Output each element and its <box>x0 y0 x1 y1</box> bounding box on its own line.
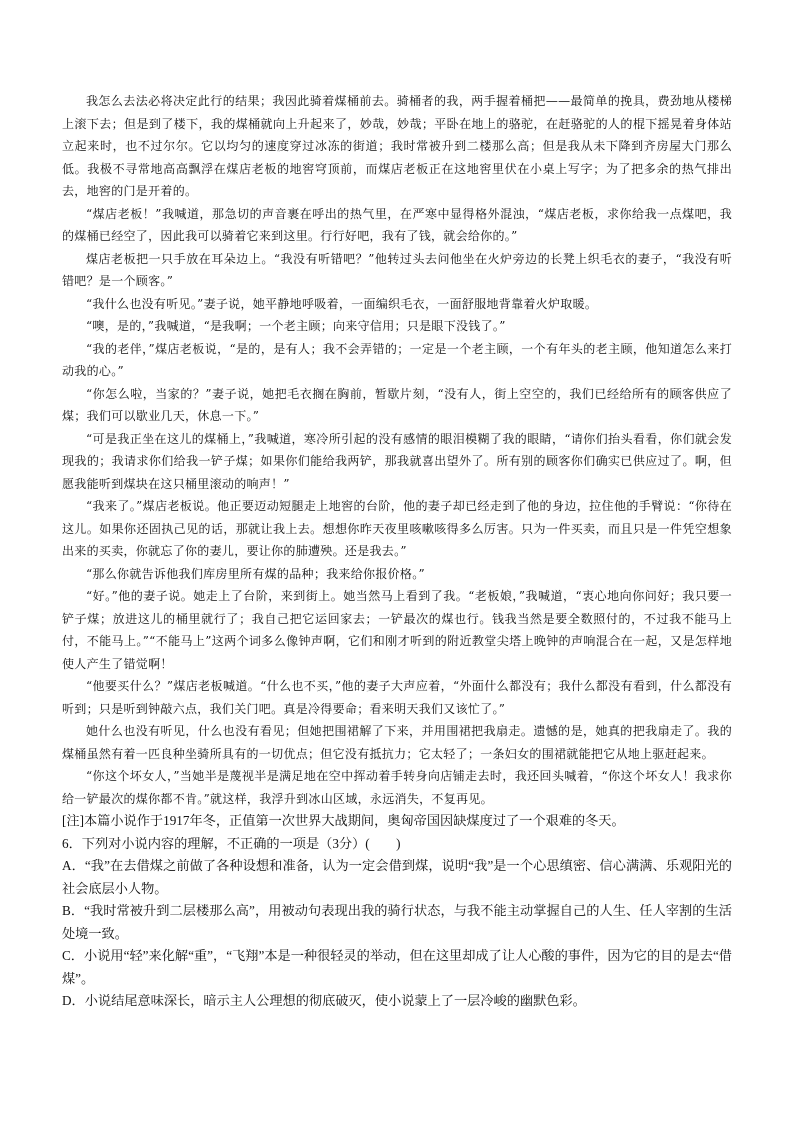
story-paragraph: “他要买什么？”煤店老板喊道。“什么也不买，”他的妻子大声应着，“外面什么都没有；我什么都没有看到，什么都没有听到；只是听到钟敲六点，我们关门吧。真是冷得要命；看来明天我们又该忙了。” <box>62 679 732 716</box>
story-paragraph: “煤店老板！”我喊道，那急切的声音裹在呼出的热气里，在严寒中显得格外混浊，“煤店老板，求你给我一点煤吧，我的煤桶已经空了，因此我可以骑着它来到这里。行行好吧，我有了钱，就会给你的。” <box>62 206 732 243</box>
question-6 <box>62 833 732 1013</box>
story-paragraph: “你这个坏女人，”当她半是蔑视半是满足地在空中挥动着手转身向店铺走去时，我还回头喊着，“你这个坏女人！我求你给一铲最次的煤你都不肯。”就这样，我浮升到冰山区域，永远消失，不复再见。 <box>62 769 732 806</box>
footnote: [注]本篇小说作于1917年冬，正值第一次世界大战期间，奥匈帝国因缺煤度过了一个艰难的冬天。 <box>62 813 625 828</box>
story-paragraph: “那么你就告诉他我们库房里所有煤的品种；我来给你报价格。” <box>86 566 425 581</box>
option-b[interactable]: B．“我时常被升到二层楼那么高”，用被动句表现出我的骑行状态，与我不能主动掌握自己的人生、任人宰割的生活处境一致。 <box>62 903 732 941</box>
option-d[interactable]: D．小说结尾意味深长，暗示主人公理想的彻底破灭，使小说蒙上了一层冷峻的幽默色彩。 <box>62 993 586 1008</box>
exam-page <box>62 90 732 1013</box>
question-stem: 6．下列对小说内容的理解，不正确的一项是（3分）( ) <box>62 835 401 851</box>
story-paragraph: “我什么也没有听见。”妻子说，她平静地呼吸着，一面编织毛衣，一面舒服地背靠着火炉取暖。 <box>86 296 598 311</box>
story-paragraph: “我来了。”煤店老板说。他正要迈动短腿走上地窖的台阶，他的妻子却已经走到了他的身边，拉住他的手臂说：“你待在这儿。如果你还固执己见的话，那就让我上去。想想你昨天夜里咳嗽咳得多么厉害。只为一件买卖，而且只是一件凭空想象出来的买卖，你就忘了你的妻儿，要让你的肺遭殃。还是我去。” <box>62 499 732 558</box>
story-paragraph: “我的老伴，”煤店老板说，“是的，是有人；我不会弄错的；一定是一个老主顾，一个有年头的老主顾，他知道怎么来打动我的心。” <box>62 341 732 378</box>
story-paragraph: “你怎么啦，当家的？”妻子说，她把毛衣搁在胸前，暂歇片刻，“没有人，街上空空的，我们已经给所有的顾客供应了煤；我们可以歇业几天，休息一下。” <box>62 386 732 423</box>
story-paragraph: 她什么也没有听见，什么也没有看见；但她把围裙解了下来，并用围裙把我扇走。遗憾的是，她真的把我扇走了。我的煤桶虽然有着一匹良种坐骑所具有的一切优点；但它没有抵抗力；它太轻了；一条妇女的围裙就能把它从地上驱赶起来。 <box>62 724 732 761</box>
story-paragraph: “好。”他的妻子说。她走上了台阶，来到街上。她当然马上看到了我。“老板娘，”我喊道，“衷心地向你问好；我只要一铲子煤；放进这儿的桶里就行了；我自己把它运回家去；一铲最次的煤也行。钱我当然是要全数照付的，不过我不能马上付，不能马上。”“不能马上”这两个词多么像钟声啊，它们和刚才听到的附近教堂尖塔上晚钟的声响混合在一起，又是怎样地使人产生了错觉啊！ <box>62 589 732 671</box>
story-paragraph: 我怎么去法必将决定此行的结果；我因此骑着煤桶前去。骑桶者的我，两手握着桶把——最简单的挽具，费劲地从楼梯上滚下去；但是到了楼下，我的煤桶就向上升起来了，妙哉，妙哉；平卧在地上的骆驼，在赶骆驼的人的棍下摇晃着身体站立起来时，也不过尔尔。它以均匀的速度穿过冰冻的街道；我时常被升到二楼那么高；但是我从未下降到齐房屋大门那么低。我极不寻常地高高飘浮在煤店老板的地窖穹顶前，而煤店老板正在这地窖里伏在小桌上写字；为了把多余的热气排出去，地窖的门是开着的。 <box>62 94 732 198</box>
story-paragraph: “噢，是的，”我喊道，“是我啊；一个老主顾；向来守信用；只是眼下没钱了。” <box>86 319 506 333</box>
option-a[interactable]: A．“我”在去借煤之前做了各种设想和准备，认为一定会借到煤，说明“我”是一个心思缜密、信心满满、乐观阳光的社会底层小人物。 <box>62 858 732 896</box>
story-text <box>62 90 732 810</box>
option-c[interactable]: C．小说用“轻”来化解“重”，“飞翔”本是一种很轻灵的举动，但在这里却成了让人心酸的事件，因为它的目的是去“借煤”。 <box>62 948 732 986</box>
story-paragraph: “可是我正坐在这儿的煤桶上，”我喊道，寒冷所引起的没有感情的眼泪模糊了我的眼睛，“请你们抬头看看，你们就会发现我的；我请求你们给我一铲子煤；如果你们能给我两铲，那我就喜出望外了。所有别的顾客你们确实已供应过了。啊，但愿我能听到煤块在这只桶里滚动的响声！” <box>62 431 732 491</box>
story-paragraph: 煤店老板把一只手放在耳朵边上。“我没有听错吧？”他转过头去问他坐在火炉旁边的长凳上织毛衣的妻子，“我没有听错吧？是一个顾客。” <box>62 251 732 288</box>
